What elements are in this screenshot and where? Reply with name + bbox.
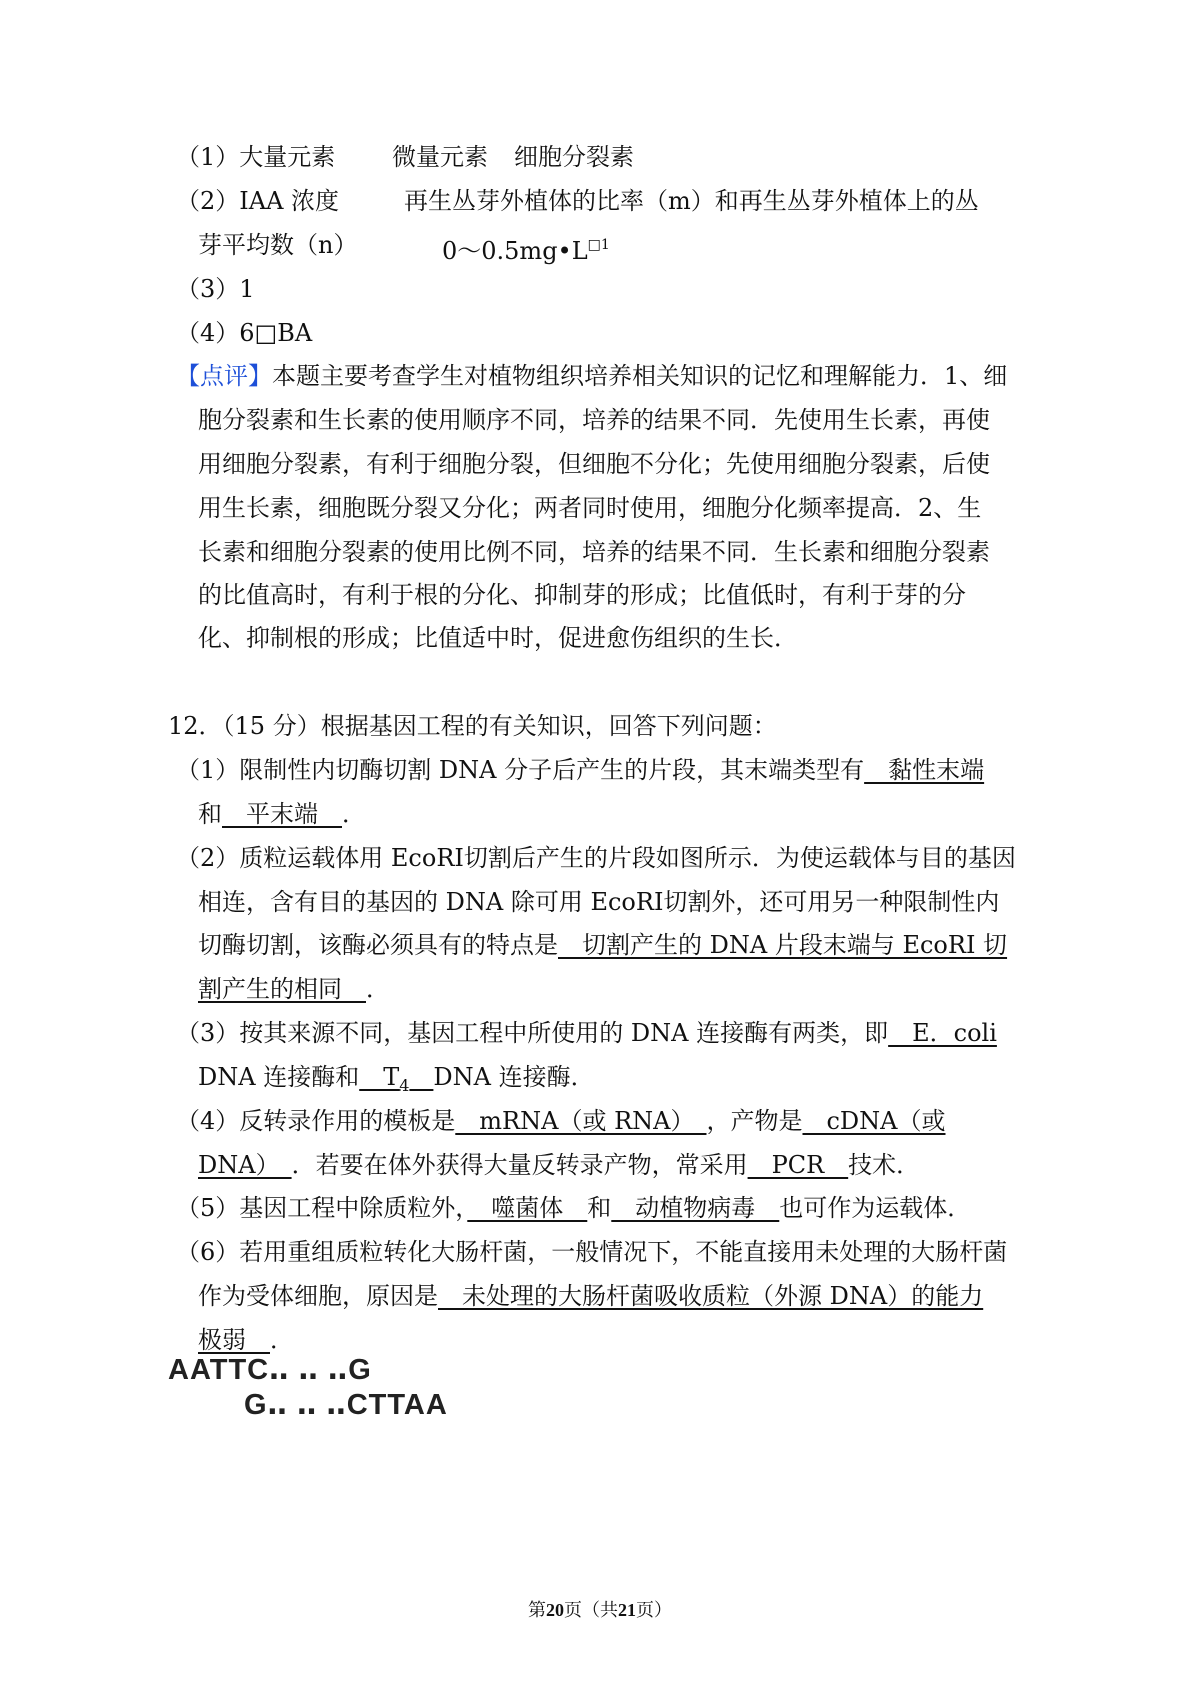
answer-blank xyxy=(359,1063,433,1095)
footer-text: 第 xyxy=(528,1600,546,1621)
answer-text: 6□BA xyxy=(239,319,313,347)
part-text: ． xyxy=(270,1326,294,1354)
q12-part-6 xyxy=(176,1237,1007,1267)
part-text: 限制性内切酶切割 DNA 分子后产生的片段，其末端类型有 xyxy=(239,756,865,784)
answer-text: 大量元素 xyxy=(239,143,336,171)
answer-label: （4） xyxy=(176,319,240,347)
comment-line-4: 用生长素，细胞既分裂又分化；两者同时使用，细胞分化频率提高．2、生 xyxy=(198,494,982,522)
answer-4 xyxy=(176,318,312,348)
answer-blank: mRNA（或 RNA） xyxy=(455,1107,707,1135)
footer-text: 页（共 xyxy=(564,1600,618,1621)
comment-line-6: 的比值高时，有利于根的分化、抑制芽的形成；比值低时，有利于芽的分 xyxy=(198,581,966,609)
q12-part-2 xyxy=(176,843,1016,873)
part-label: （3） xyxy=(176,1019,240,1047)
part-text: DNA 连接酶和 xyxy=(198,1063,360,1091)
comment-text: 本题主要考查学生对植物组织培养相关知识的记忆和理解能力．1、细 xyxy=(272,362,1008,390)
q12-part-1-cont xyxy=(198,799,366,829)
q12-part-3 xyxy=(176,1018,997,1048)
part-text: ，产物是 xyxy=(706,1107,803,1135)
answer-blank: 未处理的大肠杆菌吸收质粒（外源 DNA）的能力 xyxy=(438,1282,984,1310)
q12-part-4 xyxy=(176,1106,946,1136)
answer-2-part2: 再生丛芽外植体的比率（m）和再生丛芽外植体上的丛 xyxy=(404,187,979,215)
answer-blank: 平末端 xyxy=(222,800,342,828)
answer-blank: 动植物病毒 xyxy=(611,1194,780,1222)
part-text: 基因工程中除质粒外， xyxy=(239,1194,468,1222)
question-title: 12．（15 分）根据基因工程的有关知识，回答下列问题： xyxy=(168,712,777,740)
answer-1 xyxy=(176,142,335,172)
exponent: □1 xyxy=(587,237,610,253)
part-text: ． xyxy=(366,975,390,1003)
comment-line-7: 化、抑制根的形成；比值适中时，促进愈伤组织的生长． xyxy=(198,624,798,652)
concentration-range: 0～0.5mg•L xyxy=(442,237,588,265)
answer-text: T xyxy=(359,1063,400,1091)
part-label: （6） xyxy=(176,1238,240,1266)
comment-tag: 【点评】 xyxy=(176,362,272,390)
q12-part-2-line-2: 相连，含有目的基因的 DNA 除可用 EcoRI切割外，还可用另一种限制性内 xyxy=(198,888,1000,916)
comment-line-1 xyxy=(176,361,1007,391)
q12-part-1 xyxy=(176,755,984,785)
page-total: 21 xyxy=(618,1600,636,1620)
answer-text: IAA 浓度 xyxy=(239,187,340,215)
part-label: （2） xyxy=(176,844,240,872)
part-label: （4） xyxy=(176,1107,240,1135)
q12-part-4-cont xyxy=(198,1150,920,1180)
answer-blank: PCR xyxy=(747,1151,849,1179)
part-text: 质粒运载体用 EcoRI切割后产生的片段如图所示．为使运载体与目的基因 xyxy=(239,844,1016,872)
subscript: 4 xyxy=(399,1076,410,1095)
page-number: 20 xyxy=(546,1600,564,1620)
dna-bottom-strand: G‥ ‥ ‥CTTAA xyxy=(244,1389,448,1421)
answer-label: （3） xyxy=(176,275,240,303)
part-text: 也可作为运载体． xyxy=(779,1194,972,1222)
answer-label: （1） xyxy=(176,143,240,171)
answer-1-part2: 微量元素 xyxy=(392,143,488,171)
answer-blank: 极弱 xyxy=(198,1326,270,1354)
part-text: ．若要在体外获得大量反转录产物，常采用 xyxy=(291,1151,748,1179)
answer-2-part4 xyxy=(442,230,610,266)
answer-blank: 切割产生的 DNA 片段末端与 EcoRI 切 xyxy=(558,931,1008,959)
answer-1-part3: 细胞分裂素 xyxy=(514,143,634,171)
q12-part-6-line-3 xyxy=(198,1325,294,1355)
answer-2 xyxy=(176,186,339,216)
answer-blank: DNA） xyxy=(198,1151,292,1179)
part-text: ． xyxy=(342,800,366,828)
answer-3 xyxy=(176,274,255,304)
part-text: 若用重组质粒转化大肠杆菌，一般情况下，不能直接用未处理的大肠杆菌 xyxy=(239,1238,1008,1266)
part-text: 按其来源不同，基因工程中所使用的 DNA 连接酶有两类，即 xyxy=(239,1019,889,1047)
page-footer xyxy=(0,1596,1200,1622)
answer-label: （2） xyxy=(176,187,240,215)
q12-part-5 xyxy=(176,1193,971,1223)
part-label: （5） xyxy=(176,1194,240,1222)
q12-part-6-line-2 xyxy=(198,1281,983,1311)
dna-top-strand: AATTC‥ ‥ ‥G xyxy=(168,1354,372,1386)
comment-line-3: 用细胞分裂素，有利于细胞分裂，但细胞不分化；先使用细胞分裂素，后使 xyxy=(198,450,990,478)
answer-text: 1 xyxy=(239,275,255,303)
answer-pad xyxy=(409,1063,433,1091)
comment-line-2: 胞分裂素和生长素的使用顺序不同，培养的结果不同．先使用生长素，再使 xyxy=(198,406,990,434)
q12-part-3-cont xyxy=(198,1062,595,1101)
answer-2-part3: 芽平均数（n） xyxy=(198,231,358,259)
part-text: 反转录作用的模板是 xyxy=(239,1107,456,1135)
part-text: 和 xyxy=(587,1194,612,1222)
part-text: DNA 连接酶． xyxy=(433,1063,595,1091)
part-text: 切酶切割，该酶必须具有的特点是 xyxy=(198,931,558,959)
q12-part-2-line-4 xyxy=(198,974,390,1004)
part-text: 作为受体细胞，原因是 xyxy=(198,1282,438,1310)
footer-text: 页） xyxy=(636,1600,672,1621)
comment-line-5: 长素和细胞分裂素的使用比例不同，培养的结果不同．生长素和细胞分裂素 xyxy=(198,538,990,566)
part-text: 和 xyxy=(198,800,222,828)
q12-part-2-line-3 xyxy=(198,930,1007,960)
part-text: 技术． xyxy=(848,1151,921,1179)
answer-blank: 黏性末端 xyxy=(864,756,985,784)
part-label: （1） xyxy=(176,756,240,784)
answer-blank: 割产生的相同 xyxy=(198,975,366,1003)
answer-blank: E．coli xyxy=(888,1019,997,1047)
answer-blank: cDNA（或 xyxy=(802,1107,946,1135)
answer-blank: 噬菌体 xyxy=(467,1194,588,1222)
